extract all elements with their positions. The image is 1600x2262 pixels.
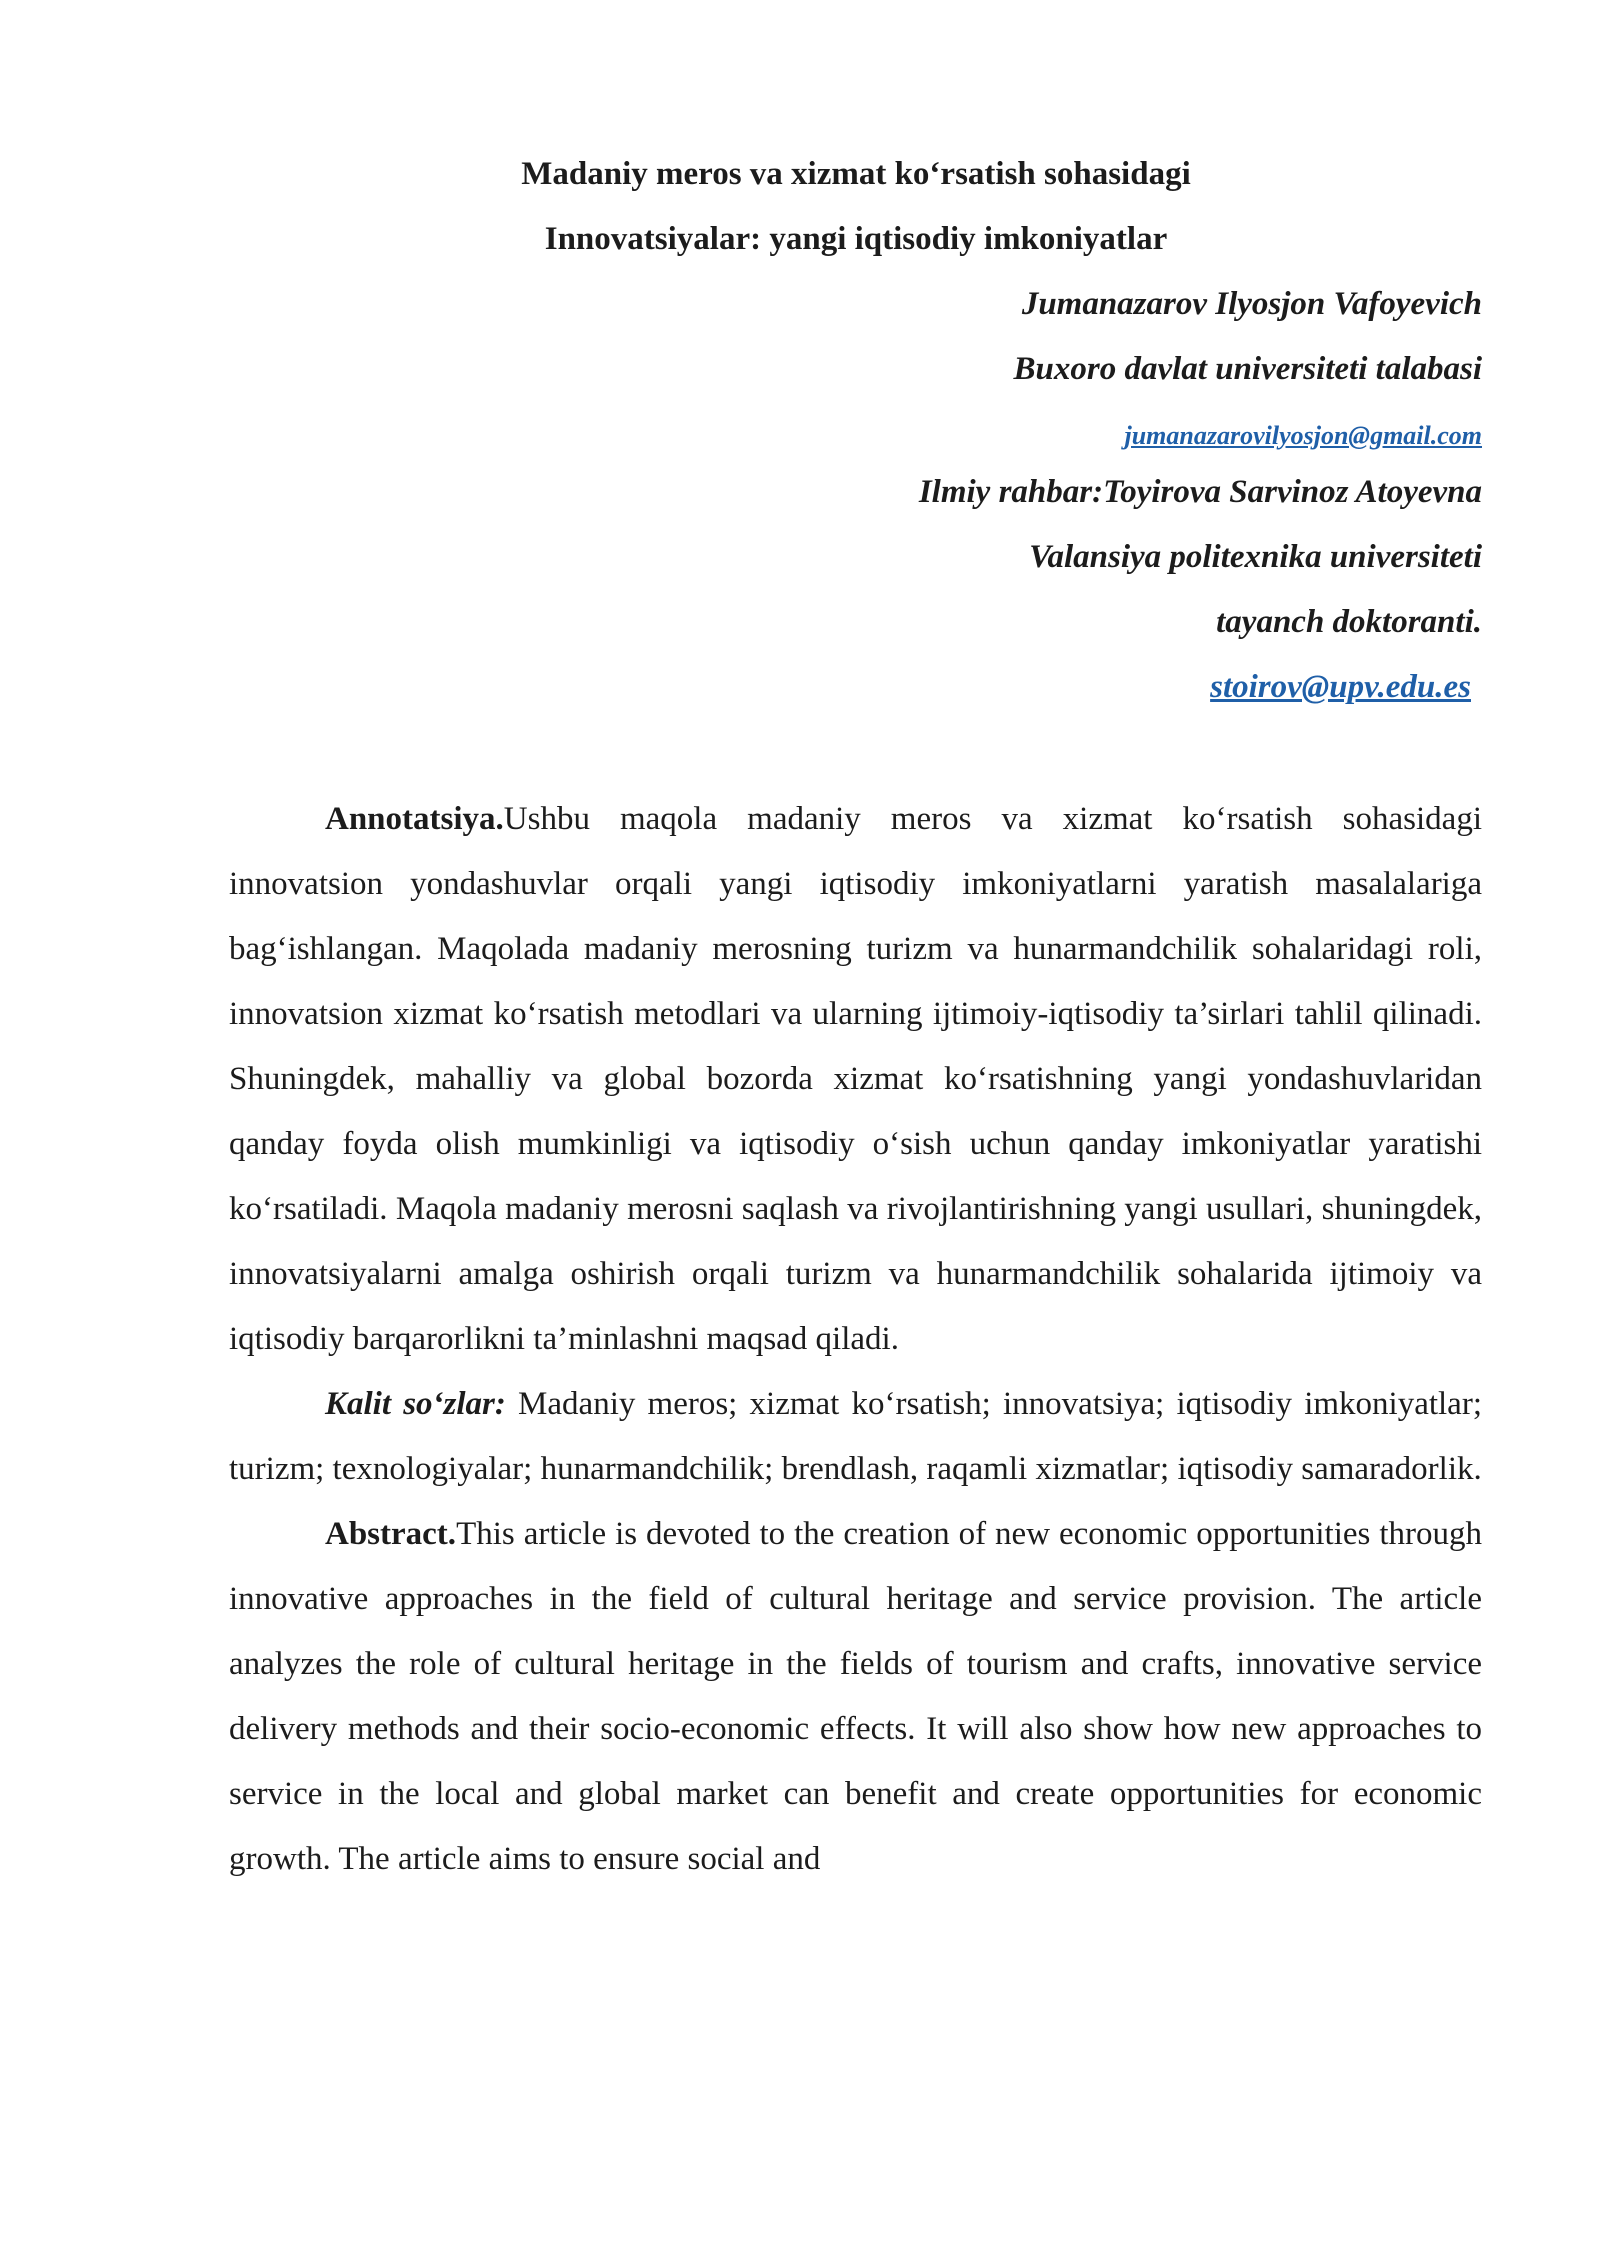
author-name: Jumanazarov Ilyosjon Vafoyevich [1021,286,1482,322]
author-email-link[interactable]: jumanazarovilyosjon@gmail.com [1124,421,1482,450]
annotation-text: Ushbu maqola madaniy meros va xizmat ko‘rsatish sohasidagi innovatsion yondashuvlar orqali yangi iqtisodiy imkoniyatlarni yaratish masalalariga bag‘ishlangan. Maqolada madaniy merosning turizm va hunarmandchilik sohalaridagi roli, innovatsion xizmat ko‘rsatish metodlari va ularning ijtimoiy-iqtisodiy ta’sirlari tahlil qilinadi. Shuningdek, mahalliy va global bozorda xizmat ko‘rsatishning yangi yondashuvlaridan qanday foyda olish mumkinligi va iqtisodiy o‘sish uchun qanday imkoniyatlar yaratishi ko‘rsatiladi. Maqola madaniy merosni saqlash va rivojlantirishning yangi usullari, shuningdek, innovatsiyalarni amalga oshirish orqali turizm va hunarmandchilik sohalarida ijtimoiy va iqtisodiy barqarorlikni ta’minlashni maqsad qiladi. [229,801,1482,1357]
abstract-paragraph [229,1502,1482,1892]
author-email-container [1125,416,1483,456]
keywords-text: Madaniy meros; xizmat ko‘rsatish; innovatsiya; iqtisodiy imkoniyatlar; turizm; texnologiyalar; hunarmandchilik; brendlash, raqamli xizmatlar; iqtisodiy samaradorlik. [229,1386,1482,1487]
annotation-paragraph [229,787,1482,1372]
keywords-label: Kalit so‘zlar: [325,1386,506,1422]
paper-body [229,787,1482,1892]
paper-title-line-1: Madaniy meros va xizmat ko‘rsatish sohasidagi [521,156,1191,192]
advisor-email-container [1210,667,1471,707]
author-affiliation: Buxoro davlat universiteti talabasi [1013,351,1482,387]
paper-title-line-2: Innovatsiyalar: yangi iqtisodiy imkoniyatlar [544,221,1168,257]
abstract-label: Abstract. [325,1516,457,1552]
keywords-paragraph [229,1372,1482,1502]
advisor-name: Ilmiy rahbar:Toyirova Sarvinoz Atoyevna [918,474,1482,510]
advisor-affiliation-line-2: tayanch doktoranti. [1216,604,1482,640]
advisor-affiliation-line-1: Valansiya politexnika universiteti [1029,539,1482,575]
abstract-text: This article is devoted to the creation of new economic opportunities through innovative approaches in the field of cultural heritage and service provision. The article analyzes the role of cultural heritage in the fields of tourism and crafts, innovative service delivery methods and their socio-economic effects. It will also show how new approaches to service in the local and global market can benefit and create opportunities for economic growth. The article aims to ensure social and [229,1516,1482,1877]
advisor-email-link[interactable]: stoirov@upv.edu.es [1210,669,1471,705]
annotation-label: Annotatsiya. [325,801,504,837]
